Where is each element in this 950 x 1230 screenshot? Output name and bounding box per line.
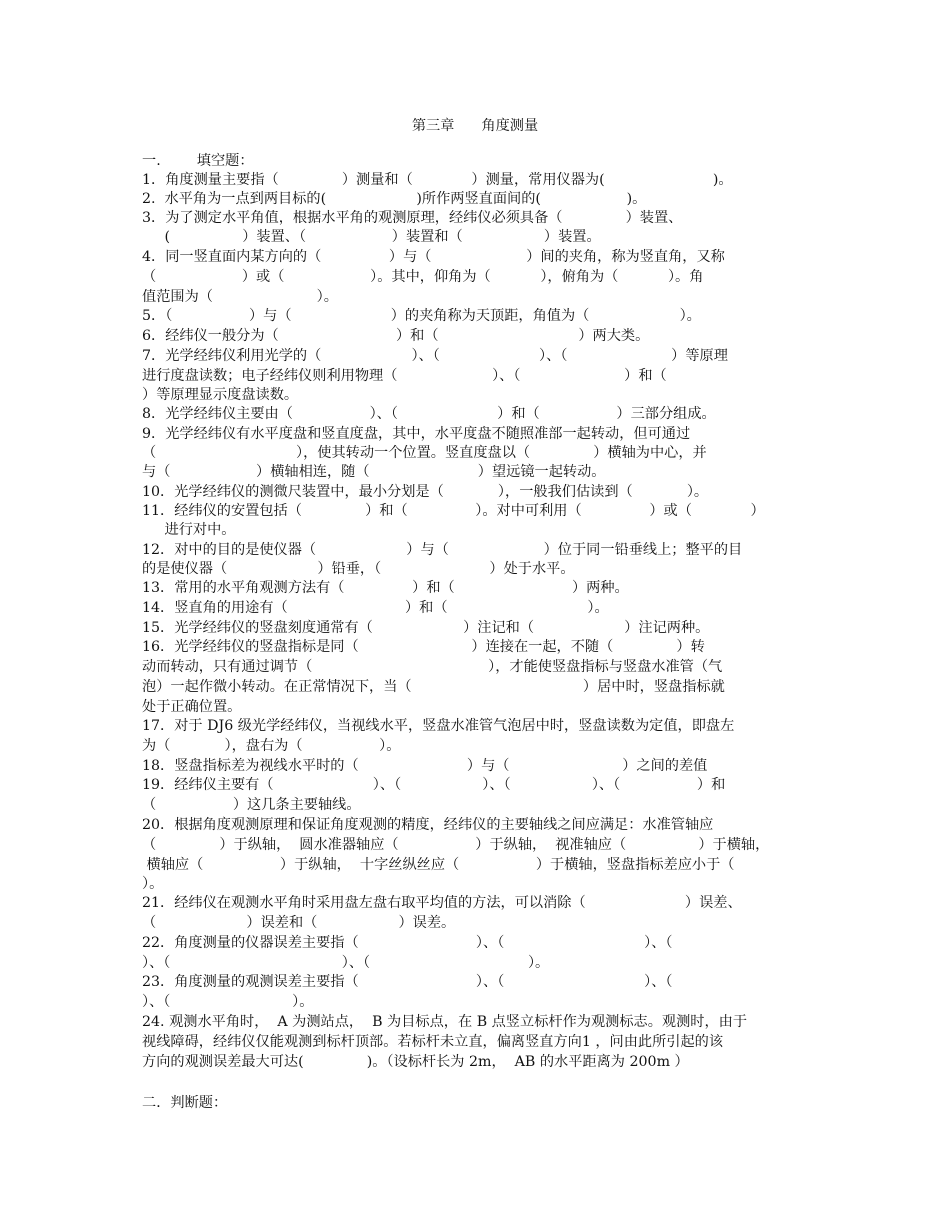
question-line: 22．角度测量的仪器误差主要指（ ）、（ ）、（	[142, 935, 673, 951]
question-line: （ ）于纵轴， 圆水准器轴应（ ）于纵轴， 视准轴应（ ）于横轴，	[142, 837, 770, 853]
question-line: （ ），使其转动一个位置。竖直度盘以（ ）横轴为中心，并	[142, 445, 707, 461]
question-line: 12．对中的目的是使仪器（ ）与（ ）位于同一铅垂线上；整平的目	[142, 542, 743, 558]
question-line: 6．经纬仪一般分为（ ）和（ ）两大类。	[142, 328, 650, 344]
question-line: 18．竖盘指标差为视线水平时的（ ）与（ ）之间的差值	[142, 758, 708, 774]
question-line: 24. 观测水平角时， A 为测站点， B 为目标点，在 B 点竖立标杆作为观测标志。观测时，由于	[142, 1014, 748, 1030]
question-line: ）。	[142, 876, 164, 892]
question-line: 2. 水平角为一点到两目标的( )所作两竖直面间的( )。	[142, 191, 647, 207]
section-heading-judge: 二．判断题：	[142, 1095, 228, 1111]
question-line: （ ）或（ ）。其中，仰角为（ ），俯角为（ ）。角	[142, 269, 704, 285]
question-line: 21．经纬仪在观测水平角时采用盘左盘右取平均值的方法，可以消除（ ）误差、	[142, 895, 742, 911]
question-line: 20．根据角度观测原理和保证角度观测的精度，经纬仪的主要轴线之间应满足：水准管轴应	[142, 817, 714, 833]
question-line: 值范围为（ ）。	[142, 289, 338, 305]
question-line: ）、（ ）、（ ）。	[142, 955, 550, 971]
question-line: 9．光学经纬仪有水平度盘和竖直度盘，其中，水平度盘不随照准部一起转动，但可通过	[142, 426, 691, 442]
question-line: 进行度盘读数；电子经纬仪则利用物理（ ）、（ ）和（	[142, 368, 667, 384]
question-line: 7．光学经纬仪利用光学的（ ）、（ ）、（ ）等原理	[142, 348, 728, 364]
question-line: （ ）误差和（ ）误差。	[142, 915, 456, 931]
question-line: ）、（ ）。	[142, 994, 314, 1010]
question-line: 10．光学经纬仪的测微尺装置中，最小分划是（ ），一般我们估读到（ ）。	[142, 484, 709, 500]
question-line: 动而转动，只有通过调节（ ），才能使竖盘指标与竖盘水准管（气	[142, 659, 723, 675]
question-line: 15．光学经纬仪的竖盘刻度通常有（ ）注记和（ ）注记两种。	[142, 620, 710, 636]
question-line: 17．对于 DJ6 级光学经纬仪，当视线水平，竖盘水准管气泡居中时，竖盘读数为定值，即盘左	[142, 718, 735, 734]
question-line: 23．角度测量的观测误差主要指（ ）、（ ）、（	[142, 974, 673, 990]
chapter-title: 第三章 角度测量	[411, 118, 539, 134]
question-line: 3．为了测定水平角值，根据水平角的观测原理，经纬仪必须具备（ ）装置、	[142, 210, 683, 226]
question-line: 19．经纬仪主要有（ ）、（ ）、（ ）、（ ）和	[142, 777, 726, 793]
question-line: ( ）装置、（ ）装置和（ ）装置。	[142, 229, 601, 245]
question-line: 1．角度测量主要指（ ）测量和（ ）测量，常用仪器为( )。	[142, 172, 733, 188]
question-line: 13．常用的水平角观测方法有（ ）和（ ）两种。	[142, 580, 629, 596]
question-line: 的是使仪器（ ）铅垂，（ ）处于水平。	[142, 561, 575, 577]
question-line: 处于正确位置。	[142, 699, 242, 715]
question-line: 视线障碍，经纬仪仅能观测到标杆顶部。若标杆未立直，偏离竖直方向1 ，问由此所引起的该	[142, 1034, 724, 1050]
question-line: 方向的观测误差最大可达( )。（设标杆长为 2m， AB 的水平距离为 200m ）	[142, 1054, 689, 1070]
section-heading-fill: 一. 填空题：	[142, 153, 254, 169]
question-line: 为（ ），盘右为（ ）。	[142, 738, 401, 754]
question-line: 横轴应（ ）于纵轴， 十字丝纵丝应（ ）于横轴，竖盘指标差应小于（	[142, 857, 735, 873]
question-line: 与（ ）横轴相连，随（ ）望远镜一起转动。	[142, 464, 606, 480]
question-line: 8．光学经纬仪主要由（ ）、（ ）和（ ）三部分组成。	[142, 406, 716, 422]
question-line: 进行对中。	[142, 522, 236, 538]
question-line: 16．光学经纬仪的竖盘指标是同（ ）连接在一起，不随（ ）转	[142, 639, 705, 655]
question-line: 泡）一起作微小转动。在正常情况下，当（ ）居中时，竖盘指标就	[142, 679, 725, 695]
question-line: 11．经纬仪的安置包括（ ）和（ ）。对中可利用（ ）或（ ）	[142, 503, 765, 519]
question-line: 4．同一竖直面内某方向的（ ）与（ ）间的夹角，称为竖直角，又称	[142, 249, 725, 265]
question-line: 14．竖直角的用途有（ ）和（ ）。	[142, 600, 609, 616]
question-line: （ ）这几条主要轴线。	[142, 797, 361, 813]
question-line: 5．（ ）与（ ）的夹角称为天顶距，角值为（ ）。	[142, 308, 701, 324]
question-line: ）等原理显示度盘读数。	[142, 387, 299, 403]
